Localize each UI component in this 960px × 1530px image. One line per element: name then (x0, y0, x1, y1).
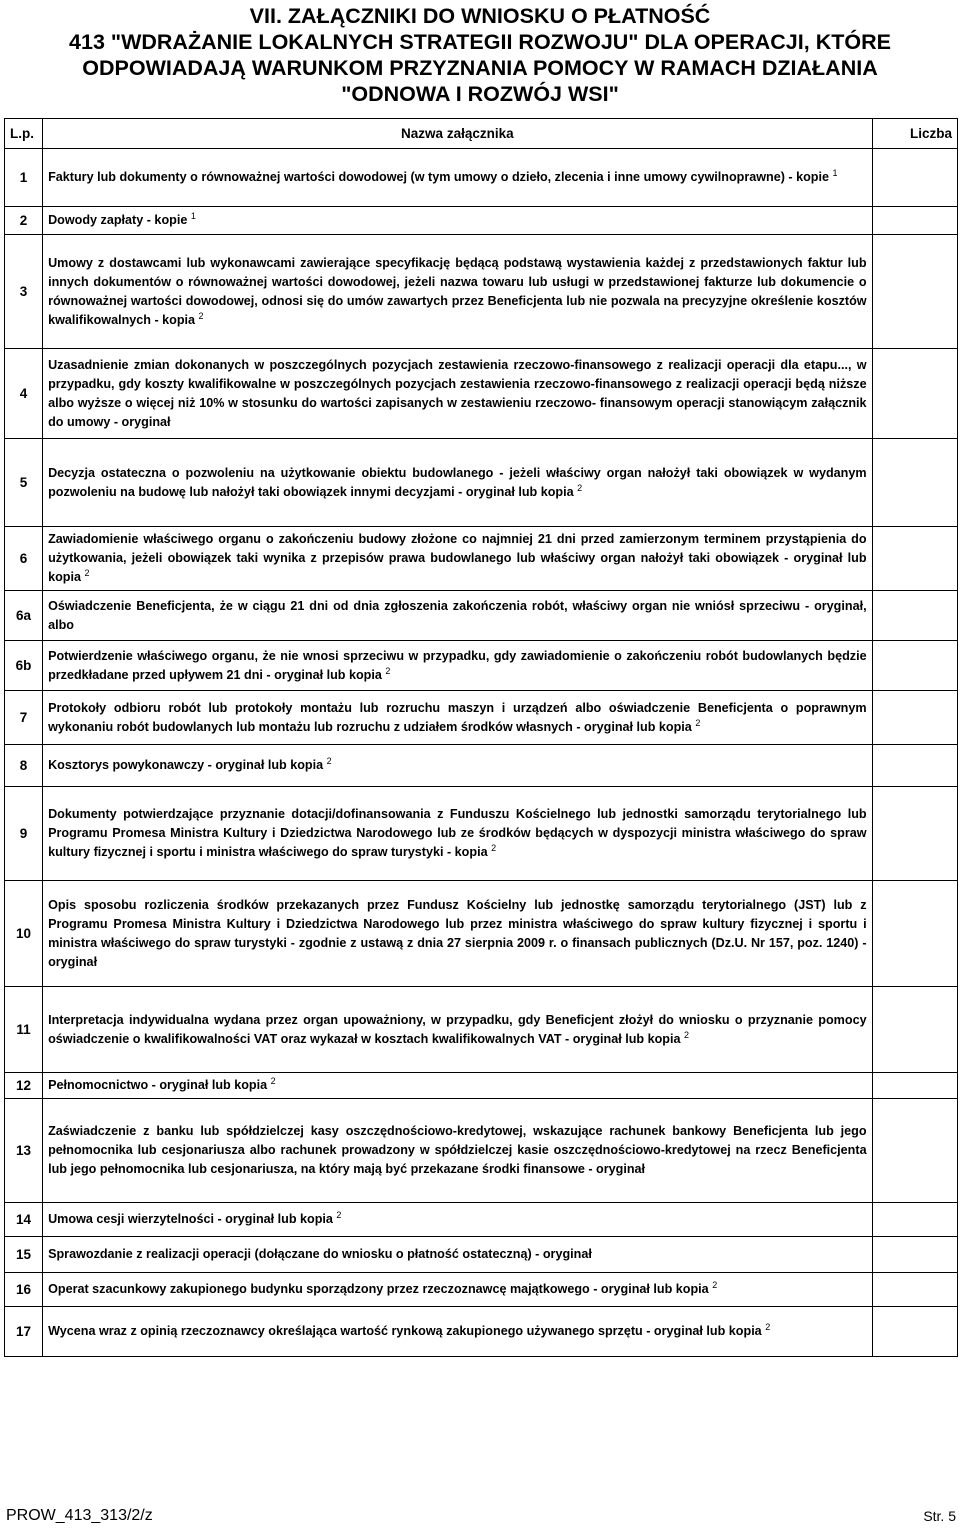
attachment-description (43, 591, 873, 641)
attachment-text: Dokumenty potwierdzające przyznanie dotacji/dofinansowania z Funduszu Kościelnego lub jednostki samorządu terytorialnego lub Programu Promesa Ministra Kultury i Dziedzictwa Narodowego lub ze środków będących w dyspozycji ministra właściwego do spraw kultury fizycznej i sportu i ministra właściwego do spraw turystyki - kopia (48, 807, 867, 859)
footnote-marker: 2 (336, 1209, 342, 1220)
footnote-marker: 1 (832, 167, 838, 178)
count-cell[interactable] (872, 881, 957, 987)
count-cell[interactable] (872, 527, 957, 591)
table-row (5, 691, 958, 745)
attachment-text: Kosztorys powykonawczy - oryginał lub kopia (48, 758, 324, 772)
document-title (0, 3, 960, 107)
row-number: 4 (5, 349, 43, 439)
row-number: 14 (5, 1203, 43, 1237)
header-attachment-name: Nazwa załącznika (43, 119, 873, 149)
footnote-marker: 2 (491, 842, 497, 853)
attachment-description (43, 1203, 873, 1237)
count-cell[interactable] (872, 987, 957, 1073)
attachment-text: Protokoły odbioru robót lub protokoły montażu lub rozruchu maszyn i urządzeń albo oświadczenie Beneficjenta o poprawnym wykonaniu robót budowlanych lub montażu lub rozruchu z udziałem środków własnych - oryginał lub kopia (48, 700, 867, 734)
footnote-marker: 2 (326, 755, 332, 766)
count-cell[interactable] (872, 1203, 957, 1237)
attachment-text: Pełnomocnictwo - oryginał lub kopia (48, 1078, 268, 1092)
footnote-marker: 2 (684, 1029, 690, 1040)
footnote-marker: 1 (190, 210, 196, 221)
row-number: 12 (5, 1073, 43, 1099)
attachment-text: Wycena wraz z opinią rzeczoznawcy określająca wartość rynkową zakupionego używanego sprzętu - oryginał lub kopia (48, 1324, 762, 1338)
title-line-3: ODPOWIADAJĄ WARUNKOM PRZYZNANIA POMOCY W RAMACH DZIAŁANIA (82, 56, 878, 80)
count-cell[interactable] (872, 439, 957, 527)
count-cell[interactable] (872, 787, 957, 881)
row-number: 16 (5, 1273, 43, 1307)
attachment-text: Potwierdzenie właściwego organu, że nie wnosi sprzeciwu w przypadku, gdy zawiadomienie o zakończeniu robót budowlanych będzie przedkładane przed upływem 21 dni - oryginał lub kopia (48, 648, 867, 682)
count-cell[interactable] (872, 641, 957, 691)
attachment-text: Uzasadnienie zmian dokonanych w poszczególnych pozycjach zestawienia rzeczowo-finansowego z realizacji operacji dla etapu..., w przypadku, gdy koszty kwalifikowalne w poszczególnych pozycjach zestawienia rzeczowo-finansowego z realizacji operacji będą niższe albo wyższe o więcej niż 10% w stosunku do wartości zapisanych w zestawieniu rzeczowo- finansowym operacji stanowiącym załącznik do umowy - oryginał (48, 357, 867, 429)
attachment-text: Faktury lub dokumenty o równoważnej wartości dowodowej (w tym umowy o dzieło, zlecenia i inne umowy cywilnoprawne) - kopie (48, 170, 830, 184)
footnote-marker: 2 (695, 717, 701, 728)
attachment-text: Opis sposobu rozliczenia środków przekazanych przez Fundusz Kościelny lub jednostkę samorządu terytorialnego (JST) lub z Programu Promesa Ministra Kultury i Dziedzictwa Narodowego lub przez ministra właściwego do spraw kultury fizycznej i sportu i ministra właściwego do spraw turystyki - zgodnie z ustawą z dnia 27 sierpnia 2009 r. o finansach publicznych (Dz.U. Nr 157, poz. 1240) - oryginał (48, 897, 867, 969)
attachment-description (43, 1273, 873, 1307)
row-number: 10 (5, 881, 43, 987)
title-line-4: "ODNOWA I ROZWÓJ WSI" (341, 82, 619, 106)
count-cell[interactable] (872, 591, 957, 641)
row-number: 9 (5, 787, 43, 881)
table-row (5, 527, 958, 591)
table-row (5, 641, 958, 691)
attachment-description (43, 1099, 873, 1203)
row-number: 13 (5, 1099, 43, 1203)
count-cell[interactable] (872, 349, 957, 439)
row-number: 6b (5, 641, 43, 691)
attachment-description (43, 641, 873, 691)
attachment-text: Sprawozdanie z realizacji operacji (dołączane do wniosku o płatność ostateczną) - oryginał (48, 1247, 592, 1261)
table-row (5, 881, 958, 987)
attachment-description (43, 149, 873, 207)
table-row (5, 745, 958, 787)
row-number: 5 (5, 439, 43, 527)
row-number: 2 (5, 207, 43, 235)
row-number: 7 (5, 691, 43, 745)
footnote-marker: 2 (385, 665, 391, 676)
row-number: 6 (5, 527, 43, 591)
table-row (5, 207, 958, 235)
title-line-2: 413 "WDRAŻANIE LOKALNYCH STRATEGII ROZWOJU" DLA OPERACJI, KTÓRE (69, 30, 891, 54)
attachment-text: Zawiadomienie właściwego organu o zakończeniu budowy złożone co najmniej 21 dni przed zamierzonym terminem przystąpienia do użytkowania, jeżeli obowiązek taki wynika z przepisów prawa budowlanego lub właściwy organ nałożył taki obowiązek - oryginał lub kopia (48, 532, 867, 584)
attachments-table-body (5, 149, 958, 1357)
header-lp: L.p. (5, 119, 43, 149)
footnote-marker: 2 (270, 1075, 276, 1086)
footnote-marker: 2 (577, 482, 583, 493)
attachment-description (43, 787, 873, 881)
attachment-description (43, 349, 873, 439)
attachment-text: Umowy z dostawcami lub wykonawcami zawierające specyfikację będącą podstawą wystawienia każdej z przedstawionych faktur lub innych dokumentów o równoważnej wartości dowodowej, jeżeli nazwa towaru lub usługi w przedstawionej fakturze lub dokumencie o równoważnej wartości dowodowej, odnosi się do umów zawartych przez Beneficjenta lub nie pozwala na precyzyjne określenie kosztów kwalifikowalnych - kopia (48, 255, 867, 327)
table-row (5, 787, 958, 881)
count-cell[interactable] (872, 745, 957, 787)
attachment-text: Zaświadczenie z banku lub spółdzielczej kasy oszczędnościowo-kredytowej, wskazujące rachunek bankowy Beneficjenta lub jego pełnomocnika lub cesjonariusza albo rachunek prowadzony w spółdzielczej kasie oszczędnościowo-kredytowej na rzecz Beneficjenta lub jego pełnomocnika lub cesjonariusza, na który mają być przekazane środki finansowe - oryginał (48, 1124, 867, 1176)
table-row (5, 149, 958, 207)
table-row (5, 1307, 958, 1357)
attachment-description (43, 881, 873, 987)
count-cell[interactable] (872, 207, 957, 235)
table-row (5, 987, 958, 1073)
attachment-description (43, 207, 873, 235)
attachment-text: Dowody zapłaty - kopie (48, 213, 188, 227)
count-cell[interactable] (872, 1307, 957, 1357)
count-cell[interactable] (872, 1099, 957, 1203)
row-number: 15 (5, 1237, 43, 1273)
attachment-description (43, 439, 873, 527)
table-header-row (5, 119, 958, 149)
count-cell[interactable] (872, 1073, 957, 1099)
table-row (5, 439, 958, 527)
table-row (5, 235, 958, 349)
table-row (5, 1073, 958, 1099)
row-number: 8 (5, 745, 43, 787)
attachment-description (43, 235, 873, 349)
count-cell[interactable] (872, 1237, 957, 1273)
table-row (5, 1099, 958, 1203)
count-cell[interactable] (872, 149, 957, 207)
attachment-text: Interpretacja indywidualna wydana przez organ upoważniony, w przypadku, gdy Beneficjent złożył do wniosku o przyznanie pomocy oświadczenie o kwalifikowalności VAT oraz wykazał w kosztach kwalifikowalnych VAT - oryginał lub kopia (48, 1012, 867, 1046)
footnote-marker: 2 (765, 1321, 771, 1332)
attachment-description (43, 1073, 873, 1099)
count-cell[interactable] (872, 235, 957, 349)
table-row (5, 1203, 958, 1237)
row-number: 11 (5, 987, 43, 1073)
count-cell[interactable] (872, 691, 957, 745)
row-number: 3 (5, 235, 43, 349)
row-number: 1 (5, 149, 43, 207)
title-line-1: VII. ZAŁĄCZNIKI DO WNIOSKU O PŁATNOŚĆ (249, 4, 711, 28)
table-row (5, 1273, 958, 1307)
attachment-text: Decyzja ostateczna o pozwoleniu na użytkowanie obiektu budowlanego - jeżeli właściwy organ nałożył taki obowiązek w wydanym pozwoleniu na budowę lub nałożył taki obowiązek innymi decyzjami - oryginał lub kopia (48, 465, 867, 499)
table-row (5, 349, 958, 439)
attachment-description (43, 527, 873, 591)
table-row (5, 591, 958, 641)
attachment-description (43, 1307, 873, 1357)
attachment-description (43, 987, 873, 1073)
attachment-description (43, 691, 873, 745)
table-row (5, 1237, 958, 1273)
footnote-marker: 2 (712, 1279, 718, 1290)
row-number: 6a (5, 591, 43, 641)
attachment-text: Oświadczenie Beneficjenta, że w ciągu 21 dni od dnia zgłoszenia zakończenia robót, właściwy organ nie wniósł sprzeciwu - oryginał, albo (48, 598, 867, 632)
header-count: Liczba (872, 119, 957, 149)
page-number: Str. 5 (923, 1508, 956, 1524)
attachment-text: Operat szacunkowy zakupionego budynku sporządzony przez rzeczoznawcę majątkowego - oryginał lub kopia (48, 1282, 709, 1296)
attachment-description (43, 1237, 873, 1273)
row-number: 17 (5, 1307, 43, 1357)
attachments-table (4, 118, 958, 1357)
footnote-marker: 2 (198, 310, 204, 321)
footnote-marker: 2 (84, 567, 90, 578)
attachment-description (43, 745, 873, 787)
attachment-text: Umowa cesji wierzytelności - oryginał lub kopia (48, 1212, 333, 1226)
count-cell[interactable] (872, 1273, 957, 1307)
form-code: PROW_413_313/2/z (6, 1507, 153, 1524)
